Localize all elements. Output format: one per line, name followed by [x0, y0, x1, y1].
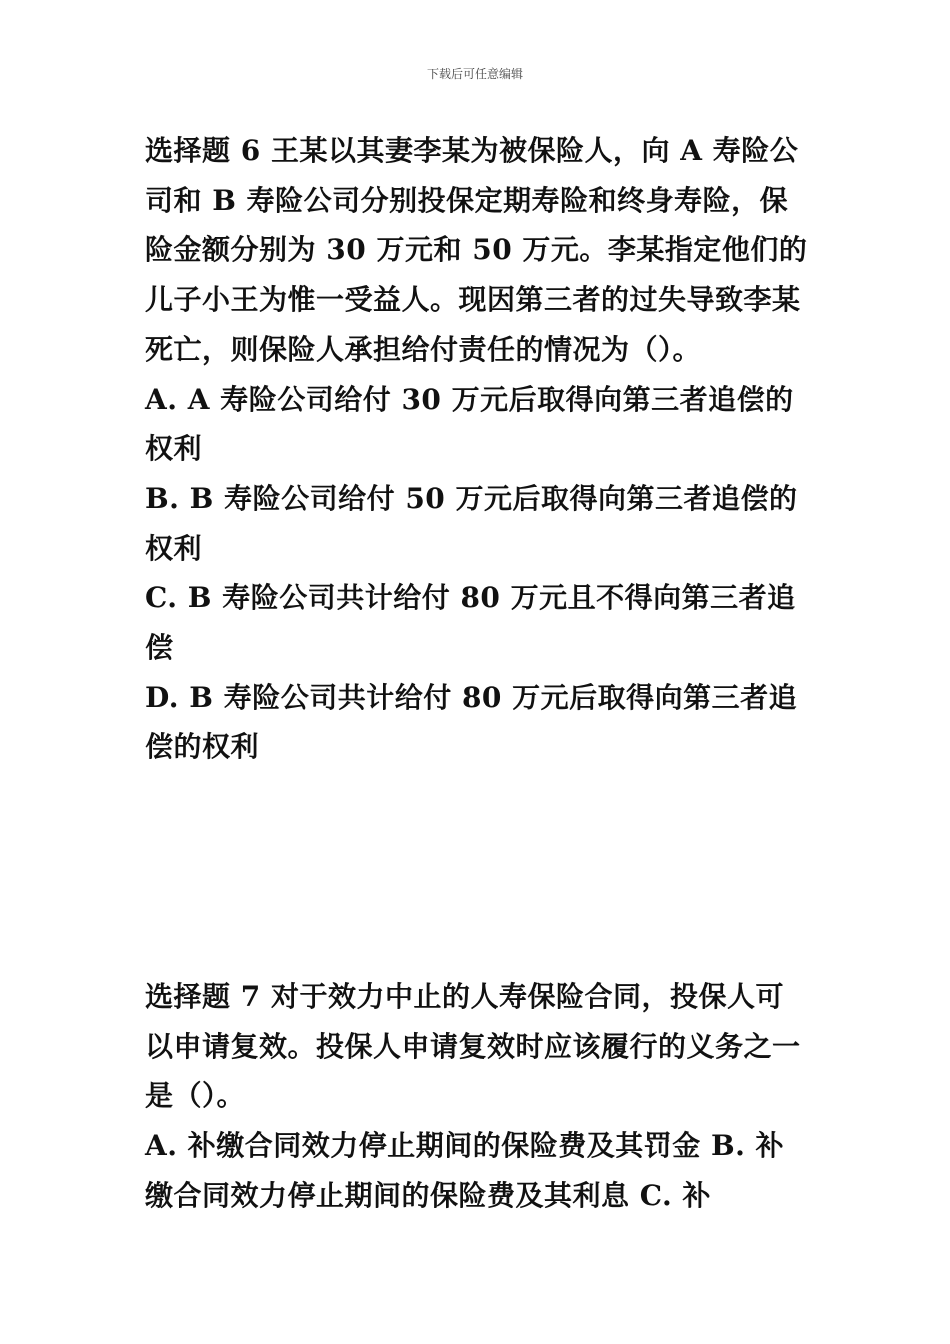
question-7-stem: 选择题 7 对于效力中止的人寿保险合同，投保人可以申请复效。投保人申请复效时应该履行的义务之一是（）。 [145, 980, 801, 1113]
question-6-option-b: B. B 寿险公司给付 50 万元后取得向第三者追偿的权利 [145, 481, 798, 565]
question-6-option-a: A. A 寿险公司给付 30 万元后取得向第三者追偿的权利 [145, 382, 794, 466]
question-7-options: A. 补缴合同效力停止期间的保险费及其罚金 B. 补缴合同效力停止期间的保险费及其利息 C. 补 [145, 1129, 785, 1212]
question-6-option-d: D. B 寿险公司共计给付 80 万元后取得向第三者追偿的权利 [145, 680, 798, 764]
question-6-stem: 选择题 6 王某以其妻李某为被保险人，向 A 寿险公司和 B 寿险公司分别投保定期寿险和终身寿险，保险金额分别为 30 万元和 50 万元。李某指定他们的儿子小王为惟一受益人。现因第三者的过失导致李某死亡，则保险人承担给付责任的情况为（）。 [145, 134, 808, 366]
question-6-option-c: C. B 寿险公司共计给付 80 万元且不得向第三者追偿 [145, 581, 796, 665]
question-6 [145, 126, 810, 772]
question-7 [145, 972, 810, 1221]
page-header: 下载后可任意编辑 [426, 67, 523, 81]
